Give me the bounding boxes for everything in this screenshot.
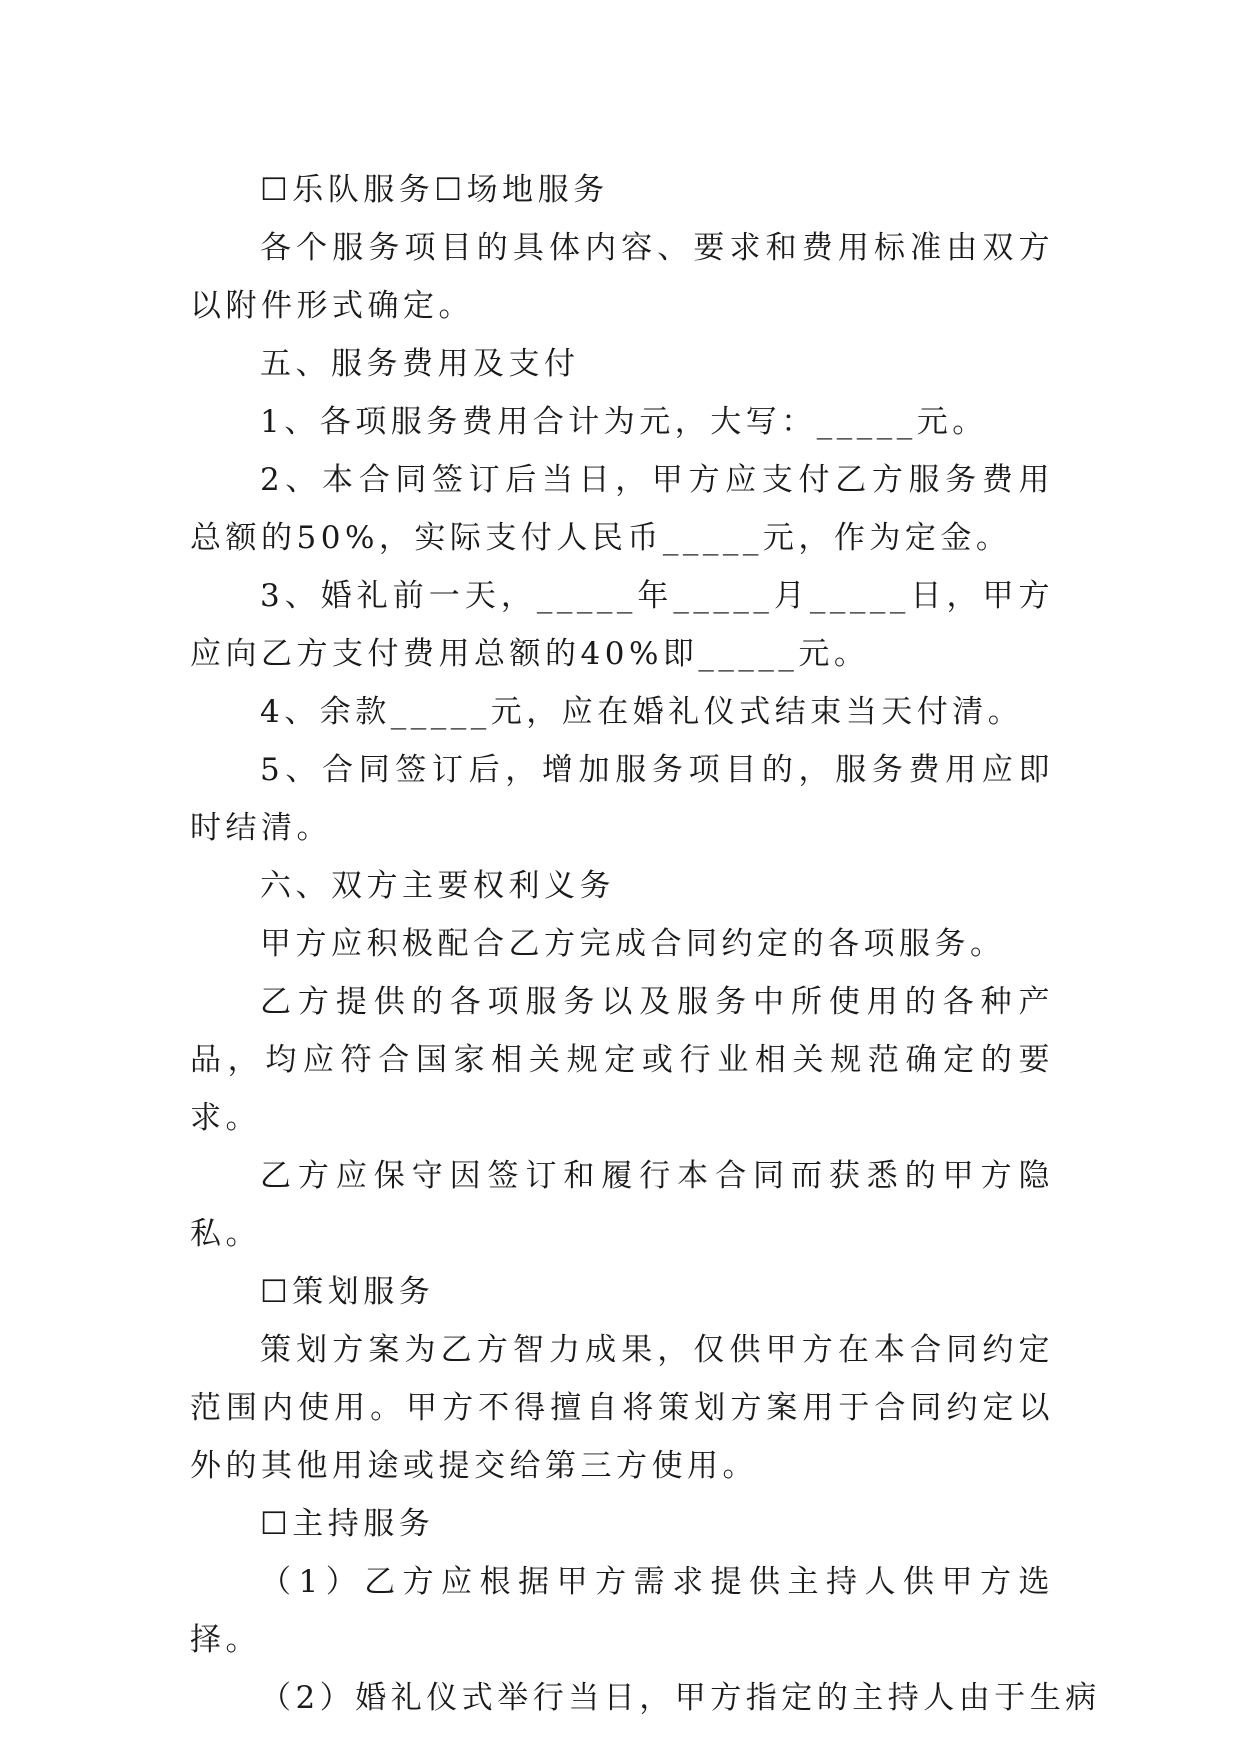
paragraph-balance: 4、余款_____元，应在婚礼仪式结束当天付清。 bbox=[260, 694, 1024, 730]
paragraph-pre-wedding-payment: 3、婚礼前一天，_____年_____月_____日，甲方应向乙方支付费用总额的40%即_____元。 bbox=[190, 578, 1054, 672]
paragraph-party-b-standards: 乙方提供的各项服务以及服务中所使用的各种产品，均应符合国家相关规定或行业相关规范确定的要求。 bbox=[190, 984, 1054, 1136]
paragraph-additional-services: 5、合同签订后，增加服务项目的，服务费用应即时结清。 bbox=[190, 752, 1054, 846]
paragraph-privacy: 乙方应保守因签订和履行本合同而获悉的甲方隐私。 bbox=[190, 1158, 1054, 1252]
paragraph-host-service: ☐主持服务 bbox=[260, 1506, 435, 1542]
paragraph-planning-ip: 策划方案为乙方智力成果，仅供甲方在本合同约定范围内使用。甲方不得擅自将策划方案用于合同约定以外的其他用途或提交给第三方使用。 bbox=[190, 1332, 1054, 1484]
document-body bbox=[190, 161, 1101, 1727]
paragraph-host-selection: （1）乙方应根据甲方需求提供主持人供甲方选择。 bbox=[190, 1564, 1054, 1658]
section-heading-fees-payment: 五、服务费用及支付 bbox=[260, 346, 580, 382]
paragraph-party-a-cooperation: 甲方应积极配合乙方完成合同约定的各项服务。 bbox=[260, 926, 1006, 962]
paragraph-band-venue-services: ☐乐队服务☐场地服务 bbox=[260, 172, 609, 208]
paragraph-deposit: 2、本合同签订后当日，甲方应支付乙方服务费用总额的50%，实际支付人民币_____元，作为定金。 bbox=[190, 462, 1054, 556]
paragraph-planning-service: ☐策划服务 bbox=[260, 1274, 435, 1310]
paragraph-total-fee: 1、各项服务费用合计为元，大写：_____元。 bbox=[260, 404, 988, 440]
section-heading-rights-obligations: 六、双方主要权利义务 bbox=[260, 868, 615, 904]
paragraph-host-substitution: （2）婚礼仪式举行当日，甲方指定的主持人由于生病 bbox=[260, 1680, 1101, 1716]
paragraph-service-items-attachment: 各个服务项目的具体内容、要求和费用标准由双方以附件形式确定。 bbox=[190, 230, 1054, 324]
